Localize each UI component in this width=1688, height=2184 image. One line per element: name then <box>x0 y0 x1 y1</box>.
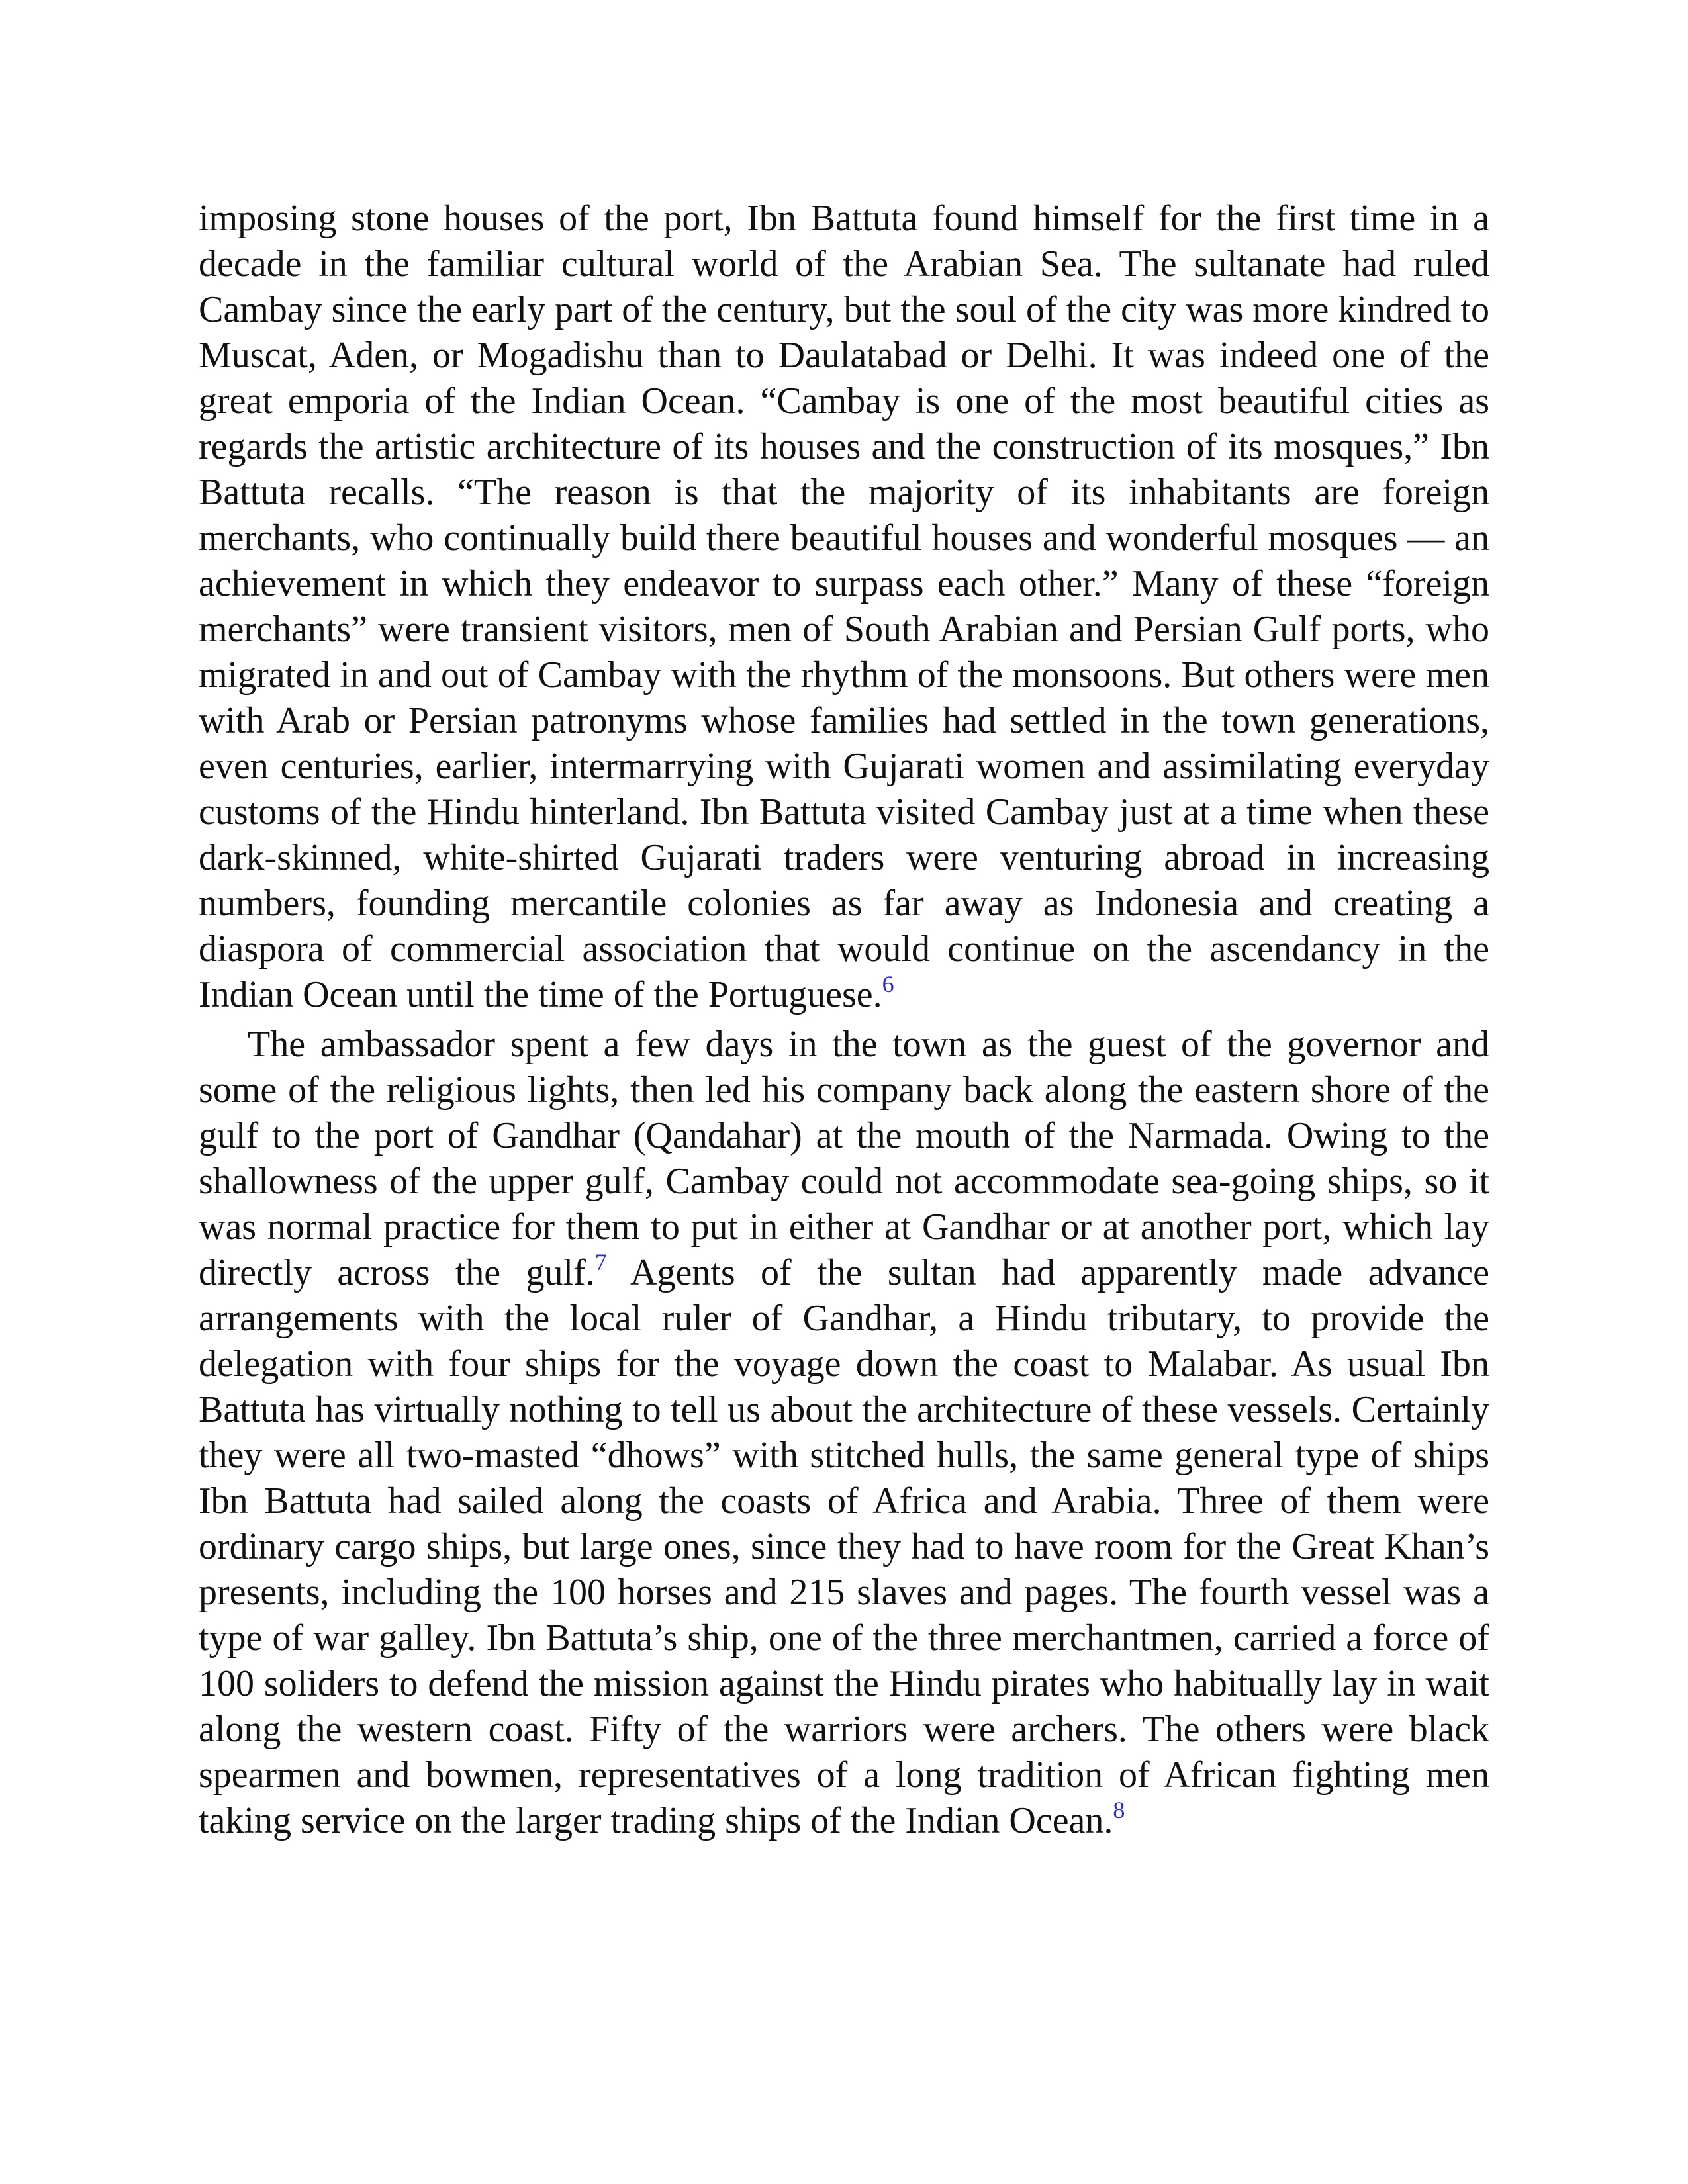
paragraph-cambay <box>199 196 1489 1018</box>
footnote-link[interactable]: 7 <box>594 1249 607 1275</box>
paragraph-text: imposing stone houses of the port, Ibn Battuta found himself for the first time in a decade in the familiar cultural world of the Arabian Sea. The sultanate had ruled Cambay since the early part of the century, but the soul of the city was more kindred to Muscat, Aden, or Mogadishu than to Daulatabad or Delhi. It was indeed one of the great emporia of the Indian Ocean. “Cambay is one of the most beautiful cities as regards the artistic architecture of its houses and the construction of its mosques,” Ibn Battuta recalls. “The reason is that the majority of its inhabitants are foreign merchants, who continually build there beautiful houses and wonderful mosques — an achievement in which they endeavor to surpass each other.” Many of these “foreign merchants” were transient visitors, men of South Arabian and Persian Gulf ports, who migrated in and out of Cambay with the rhythm of the monsoons. But others were men with Arab or Persian patronyms whose families had settled in the town generations, even centuries, earlier, intermarrying with Gujarati women and assimilating everyday customs of the Hindu hinterland. Ibn Battuta visited Cambay just at a time when these dark-skinned, white-shirted Gujarati traders were venturing abroad in increasing numbers, founding mercantile colonies as far away as Indonesia and creating a diaspora of commercial association that would continue on the ascendancy in the Indian Ocean until the time of the Portuguese. <box>199 198 1489 1015</box>
paragraph-text: Agents of the sultan had apparently made advance arrangements with the local ruler of Gandhar, a Hindu tributary, to provide the delegation with four ships for the voyage down the coast to Malabar. As usual Ibn Battuta has virtually nothing to tell us about the architecture of these vessels. Certainly they were all two-masted “dhows” with stitched hulls, the same general type of ships Ibn Battuta had sailed along the coasts of Africa and Arabia. Three of them were ordinary cargo ships, but large ones, since they had to have room for the Great Khan’s presents, including the 100 horses and 215 slaves and pages. The fourth vessel was a type of war galley. Ibn Battuta’s ship, one of the three merchantmen, carried a force of 100 soliders to defend the mission against the Hindu pirates who habitually lay in wait along the western coast. Fifty of the warriors were archers. The others were black spearmen and bowmen, representatives of a long tradition of African fighting men taking service on the larger trading ships of the Indian Ocean. <box>199 1252 1489 1841</box>
paragraph-voyage <box>199 1022 1489 1844</box>
footnote-link[interactable]: 8 <box>1113 1797 1125 1823</box>
page-body <box>199 196 1489 1844</box>
footnote-link[interactable]: 6 <box>882 971 894 997</box>
paragraph-text: The ambassador spent a few days in the town as the guest of the governor and some of the religious lights, then led his company back along the eastern shore of the gulf to the port of Gandhar (Qandahar) at the mouth of the Narmada. Owing to the shallowness of the upper gulf, Cambay could not accommodate sea-going ships, so it was normal practice for them to put in either at Gandhar or at another port, which lay directly across the gulf. <box>199 1024 1489 1293</box>
